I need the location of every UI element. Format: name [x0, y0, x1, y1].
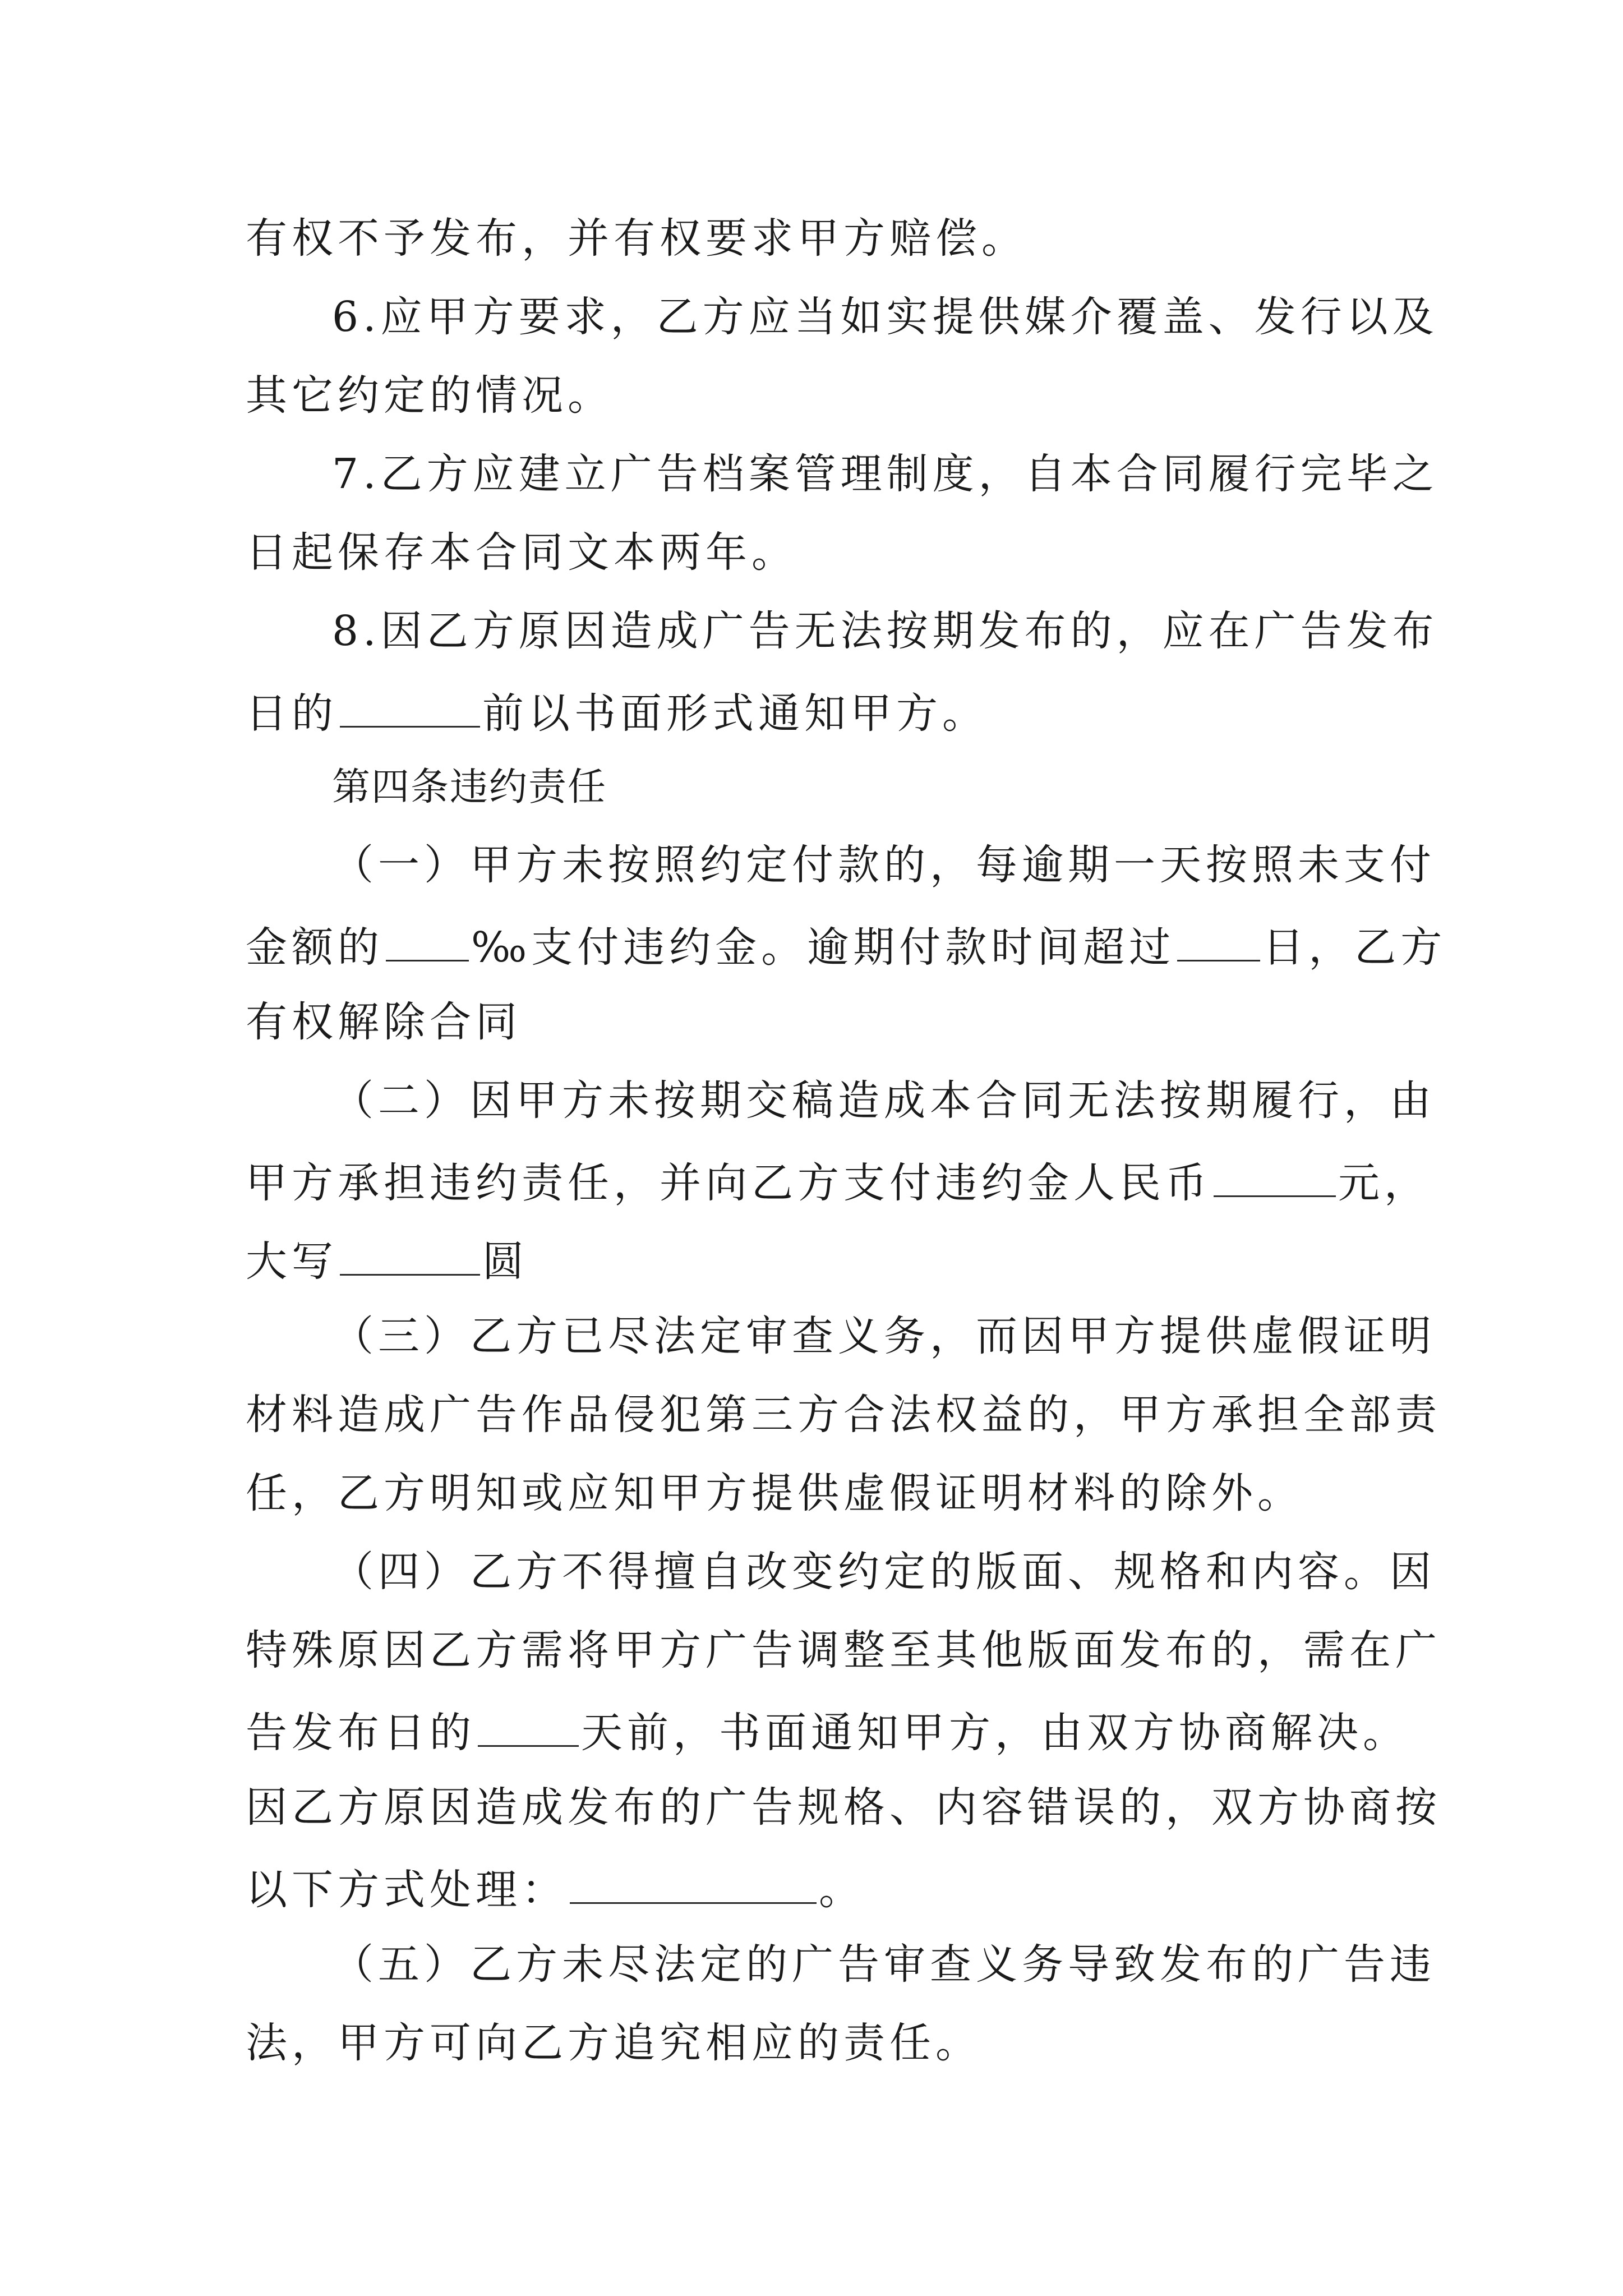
- item-5-line-1: [332, 1940, 1436, 1989]
- item-1-line-2: [246, 923, 1447, 972]
- text-segment: 。: [819, 1866, 865, 1914]
- text-segment: 8.因乙方原因造成广告无法按期发布的，应在广告发布: [332, 607, 1438, 655]
- item-4-line-2: [246, 1626, 1441, 1674]
- item-1-line-1: [332, 841, 1436, 889]
- text-segment: 任，乙方明知或应知甲方提供虚假证明材料的除外。: [246, 1469, 1303, 1517]
- item-5-line-2: [246, 2019, 981, 2067]
- text-segment: （四）乙方不得擅自改变约定的版面、规格和内容。因: [332, 1548, 1436, 1596]
- item-4-line-5: [246, 1865, 865, 1914]
- text-segment: 特殊原因乙方需将甲方广告调整至其他版面发布的，需在广: [246, 1626, 1441, 1674]
- text-segment: 第四条违约责任: [332, 765, 607, 809]
- text-segment: 有权不予发布，并有权要求甲方赔偿。: [246, 214, 1027, 263]
- text-segment: 以下方式处理：: [246, 1866, 568, 1914]
- text-segment: 大写: [246, 1237, 338, 1286]
- clause-8-line-1: [332, 607, 1438, 655]
- text-segment: 金额的: [246, 923, 384, 972]
- fill-in-blank[interactable]: [340, 1237, 480, 1276]
- item-3-line-3: [246, 1469, 1303, 1517]
- fill-in-blank[interactable]: [478, 1708, 579, 1747]
- text-segment: （一）甲方未按照约定付款的，每逾期一天按照未支付: [332, 841, 1436, 889]
- text-segment: 法，甲方可向乙方追究相应的责任。: [246, 2019, 981, 2067]
- clause-8-line-2: [246, 689, 988, 738]
- text-segment: （三）乙方已尽法定审查义务，而因甲方提供虚假证明: [332, 1312, 1436, 1360]
- item-4-line-1: [332, 1548, 1436, 1596]
- item-4-line-3: [246, 1708, 1409, 1757]
- text-segment: 其它约定的情况。: [246, 371, 614, 420]
- text-segment: 圆: [482, 1237, 528, 1286]
- text-segment: 告发布日的: [246, 1709, 476, 1757]
- clause-6-line-1: [332, 293, 1438, 341]
- text-line-1: [246, 214, 1027, 263]
- item-3-line-1: [332, 1312, 1436, 1360]
- clause-7-line-1: [332, 450, 1438, 498]
- text-segment: 元，: [1338, 1159, 1430, 1207]
- text-segment: 有权解除合同: [246, 998, 522, 1046]
- clause-6-line-2: [246, 371, 614, 420]
- fill-in-blank[interactable]: [570, 1865, 817, 1904]
- item-3-line-2: [246, 1391, 1441, 1439]
- fill-in-blank[interactable]: [1214, 1158, 1336, 1197]
- text-segment: 材料造成广告作品侵犯第三方合法权益的，甲方承担全部责: [246, 1391, 1441, 1439]
- text-segment: 日，乙方: [1262, 923, 1447, 972]
- item-2-line-1: [332, 1076, 1436, 1125]
- text-segment: 7.乙方应建立广告档案管理制度，自本合同履行完毕之: [332, 450, 1438, 498]
- item-2-line-2: [246, 1158, 1430, 1207]
- item-1-line-3: [246, 998, 522, 1046]
- item-2-line-3: [246, 1237, 528, 1286]
- text-segment: 6.应甲方要求，乙方应当如实提供媒介覆盖、发行以及: [332, 293, 1438, 341]
- text-segment: 甲方承担违约责任，并向乙方支付违约金人民币: [246, 1159, 1211, 1207]
- fill-in-blank[interactable]: [386, 923, 469, 961]
- text-segment: 天前，书面通知甲方，由双方协商解决。: [581, 1709, 1409, 1757]
- clause-7-line-2: [246, 528, 797, 577]
- text-segment: （二）因甲方未按期交稿造成本合同无法按期履行，由: [332, 1076, 1436, 1125]
- text-segment: 日起保存本合同文本两年。: [246, 528, 797, 577]
- text-segment: ‰支付违约金。逾期付款时间超过: [471, 923, 1175, 972]
- text-segment: 前以书面形式通知甲方。: [482, 689, 988, 738]
- fill-in-blank[interactable]: [340, 689, 480, 728]
- fill-in-blank[interactable]: [1177, 923, 1260, 961]
- item-4-line-4: [246, 1783, 1441, 1832]
- text-segment: 因乙方原因造成发布的广告规格、内容错误的，双方协商按: [246, 1783, 1441, 1832]
- article-4-heading: [332, 765, 607, 809]
- text-segment: （五）乙方未尽法定的广告审查义务导致发布的广告违: [332, 1940, 1436, 1989]
- text-segment: 日的: [246, 689, 338, 738]
